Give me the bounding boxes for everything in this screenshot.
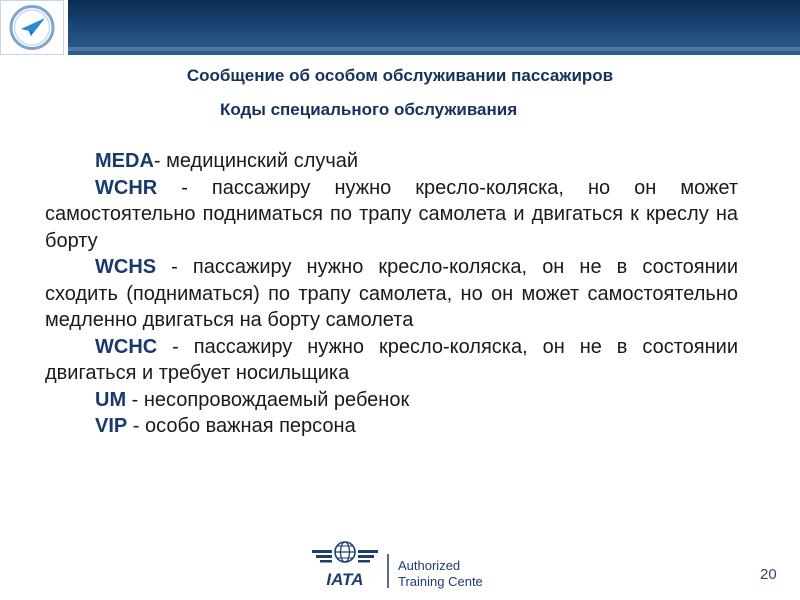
code-item-wchr (45, 175, 738, 255)
code-description: медицинский случай (166, 150, 359, 172)
code-label: UM (95, 388, 127, 411)
authorized-label: Authorized (398, 558, 461, 573)
iata-logo-text: IATA (326, 570, 364, 589)
slide-subtitle: Коды специального обслуживания (220, 100, 518, 119)
paper-plane-icon (1, 1, 63, 54)
code-item-um (45, 387, 738, 414)
code-label: VIP (95, 415, 128, 437)
header-stripe (68, 47, 800, 51)
code-item-vip (45, 413, 738, 440)
code-separator: - (153, 150, 167, 172)
globe-icon (335, 542, 355, 562)
code-label: WCHC (95, 335, 158, 358)
slide-title: Сообщение об особом обслуживании пассажиров (186, 66, 614, 85)
code-separator: - (126, 388, 144, 411)
code-separator: - (157, 176, 212, 199)
code-description: особо важная персона (145, 415, 356, 437)
code-separator: - (157, 335, 194, 358)
code-label: WCHS (95, 256, 157, 278)
code-description: несопровождаемый ребенок (143, 388, 410, 411)
code-item-wchc (45, 334, 738, 387)
code-label: WCHR (95, 176, 158, 199)
code-item-wchs (45, 254, 738, 334)
code-description: пассажиру нужно кресло-коляска, но он может самостоятельно подниматься по трапу самолета и двигаться к креслу на борту (45, 176, 738, 252)
code-item-meda (45, 148, 738, 175)
code-label: MEDA (95, 150, 154, 172)
codes-list (45, 148, 738, 440)
code-description: пассажиру нужно кресло-коляска, он не в состоянии сходить (подниматься) по трапу самолета, но он может самостоятельно медленно двигаться на борту самолета (45, 256, 738, 331)
code-separator: - (127, 415, 146, 437)
training-center-label: Training Center (398, 574, 482, 589)
page-number: 20 (760, 566, 777, 583)
iata-atc-logo (312, 536, 482, 594)
brand-logo (0, 0, 64, 55)
code-description: пассажиру нужно кресло-коляска, он не в состоянии двигаться и требует носильщика (45, 335, 738, 384)
code-separator: - (156, 256, 193, 278)
